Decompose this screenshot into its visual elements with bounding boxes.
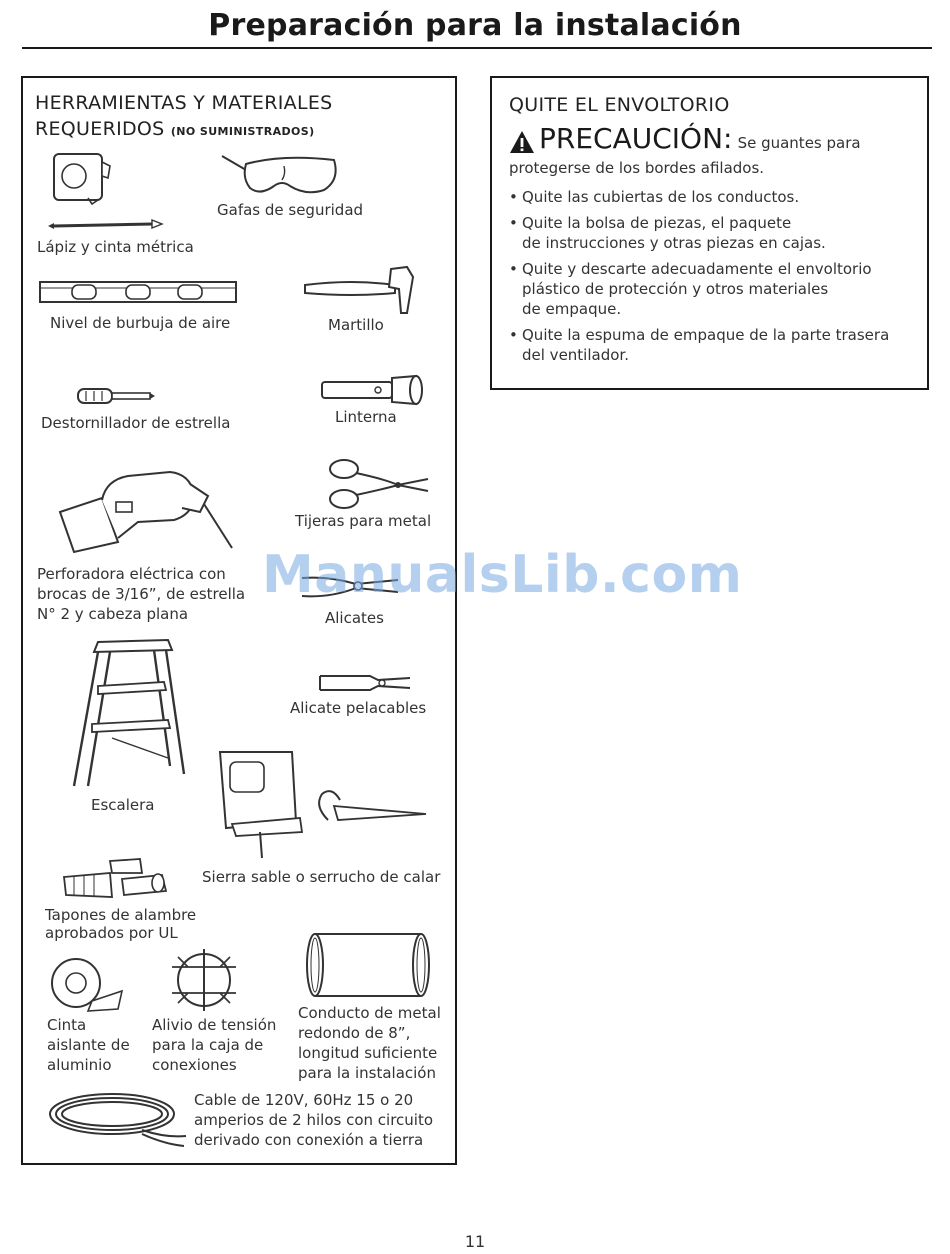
- tool-label-level: Nivel de burbuja de aire: [50, 314, 231, 332]
- tool-label-strain-relief: Alivio de tensión para la caja de conexiones: [152, 1016, 277, 1074]
- tools-heading-line1: HERRAMIENTAS Y MATERIALES: [35, 92, 333, 114]
- tool-label-pencil-tape: Lápiz y cinta métrica: [37, 238, 194, 256]
- tool-label-tin-snips: Tijeras para metal: [295, 512, 432, 530]
- tools-heading: [35, 92, 333, 114]
- strain-relief-icon: [168, 947, 240, 1013]
- page-title: Preparación para la instalación: [208, 8, 742, 43]
- step-ladder-icon: [68, 638, 188, 790]
- foil-tape-icon: [48, 955, 124, 1013]
- page-number: 11: [464, 1232, 486, 1251]
- tool-label-flashlight: Linterna: [335, 408, 397, 426]
- tool-label-screwdriver: Destornillador de estrella: [41, 414, 231, 432]
- tool-label-pliers: Alicates: [325, 609, 384, 627]
- tool-label-foil-tape: Cinta aislante de aluminio: [47, 1016, 130, 1074]
- round-duct-icon: [305, 930, 435, 1000]
- title-rule: [22, 47, 932, 49]
- tools-heading-note: (NO SUMINISTRADOS): [170, 125, 315, 138]
- tool-label-wire-nuts: Tapones de alambre aprobados por UL: [45, 906, 197, 942]
- wire-nuts-icon: [62, 855, 170, 901]
- list-item: • Quite y descarte adecuadamente el envoltorio plástico de protección y otros materiales de empaque.: [509, 259, 919, 319]
- tool-label-cable: Cable de 120V, 60Hz 15 o 20 amperios de 2 hilos con circuito derivado con conexión a tierra: [194, 1091, 434, 1149]
- tape-measure-pencil-icon: [48, 150, 168, 232]
- hammer-icon: [303, 263, 421, 317]
- tool-label-duct: Conducto de metal redondo de 8”, longitud suficiente para la instalación: [298, 1004, 441, 1082]
- warning-triangle-icon: [509, 130, 535, 158]
- packaging-steps-list: [509, 187, 919, 371]
- caution-text: Se guantes para: [737, 134, 861, 152]
- list-item: • Quite las cubiertas de los conductos.: [509, 187, 919, 207]
- tin-snips-icon: [328, 457, 430, 513]
- caution-line: [509, 122, 919, 158]
- list-item: • Quite la bolsa de piezas, el paquete de instrucciones y otras piezas en cajas.: [509, 213, 919, 253]
- tool-label-drill: Perforadora eléctrica con brocas de 3/16”, de estrella N° 2 y cabeza plana: [37, 565, 246, 623]
- tool-label-ladder: Escalera: [91, 796, 155, 814]
- screwdriver-icon: [76, 385, 156, 407]
- jigsaw-icon: [210, 748, 430, 860]
- remove-heading: QUITE EL ENVOLTORIO: [509, 94, 730, 116]
- tool-label-hammer: Martillo: [328, 316, 384, 334]
- caution-text-continued: protegerse de los bordes afilados.: [509, 159, 765, 177]
- caution-word: PRECAUCIÓN:: [539, 122, 733, 155]
- wire-stripper-icon: [318, 670, 412, 696]
- tools-heading-line2: REQUERIDOS: [35, 118, 165, 140]
- power-drill-icon: [58, 468, 236, 554]
- tool-label-wire-stripper: Alicate pelacables: [290, 699, 427, 717]
- level-icon: [38, 278, 238, 306]
- safety-glasses-icon: [220, 150, 342, 198]
- list-item: • Quite la espuma de empaque de la parte trasera del ventilador.: [509, 325, 919, 365]
- watermark: ManualsLib.com: [262, 545, 743, 605]
- power-cable-icon: [46, 1088, 190, 1150]
- tool-label-safety-glasses: Gafas de seguridad: [217, 201, 364, 219]
- tools-heading-2: [35, 118, 315, 140]
- tool-label-saw: Sierra sable o serrucho de calar: [202, 868, 441, 886]
- flashlight-icon: [320, 374, 426, 406]
